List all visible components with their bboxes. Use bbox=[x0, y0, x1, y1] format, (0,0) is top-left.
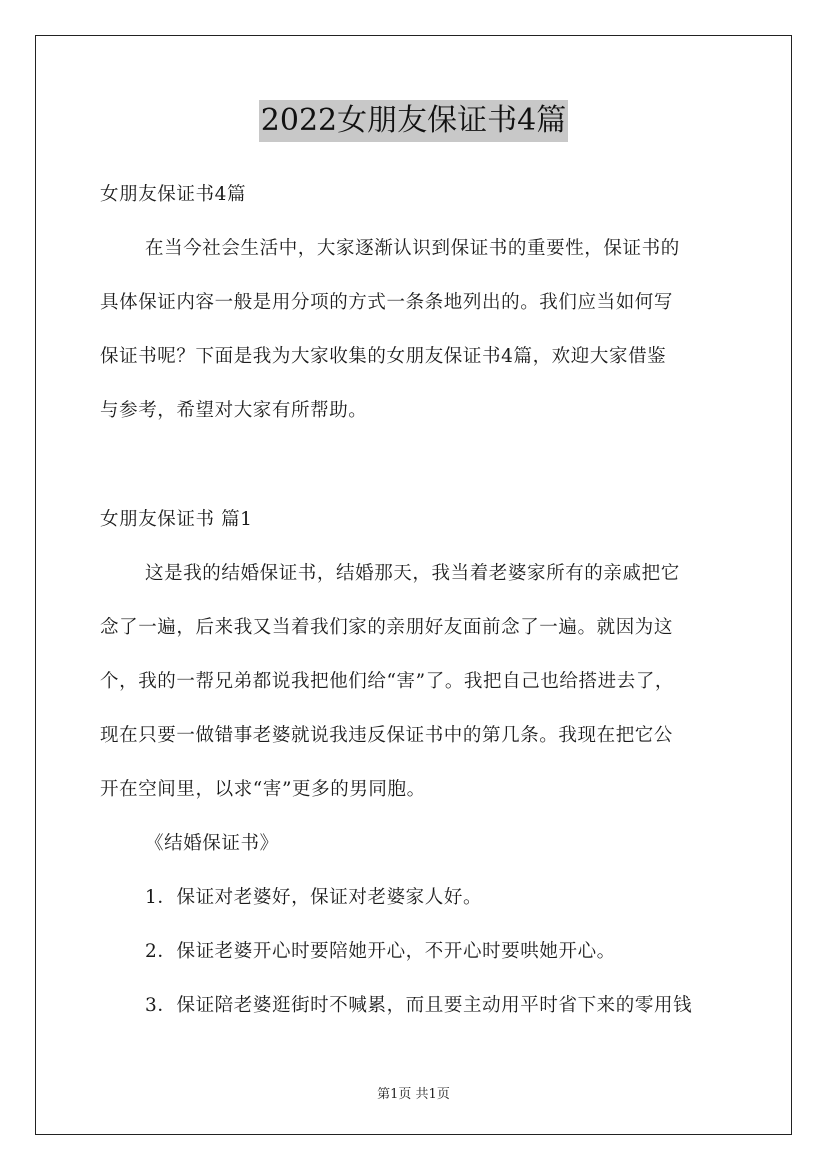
paragraph-line: 开在空间里，以求“害”更多的男同胞。 bbox=[100, 779, 426, 800]
paragraph-line: 念了一遍，后来我又当着我们家的亲朋好友面前念了一遍。就因为这 bbox=[100, 617, 674, 638]
document-title: 2022女朋友保证书4篇 bbox=[259, 100, 568, 142]
paragraph-line: 个，我的一帮兄弟都说我把他们给“害”了。我把自己也给搭进去了， bbox=[100, 671, 675, 692]
paragraph-line: 在当今社会生活中，大家逐渐认识到保证书的重要性，保证书的 bbox=[145, 238, 680, 259]
paragraph-line: 保证书呢？下面是我为大家收集的女朋友保证书4篇，欢迎大家借鉴 bbox=[100, 346, 667, 367]
sub-heading: 《结婚保证书》 bbox=[145, 833, 279, 854]
section-heading: 女朋友保证书 篇1 bbox=[100, 509, 253, 530]
paragraph-line: 与参考，希望对大家有所帮助。 bbox=[100, 400, 368, 421]
list-item: 3．保证陪老婆逛街时不喊累，而且要主动用平时省下来的零用钱 bbox=[145, 995, 693, 1016]
paragraph-line: 具体保证内容一般是用分项的方式一条条地列出的。我们应当如何写 bbox=[100, 292, 674, 313]
paragraph-line: 现在只要一做错事老婆就说我违反保证书中的第几条。我现在把它公 bbox=[100, 725, 674, 746]
title-container bbox=[0, 100, 827, 142]
paragraph-line: 这是我的结婚保证书，结婚那天，我当着老婆家所有的亲戚把它 bbox=[145, 563, 680, 584]
intro-heading: 女朋友保证书4篇 bbox=[100, 184, 247, 205]
list-item: 1．保证对老婆好，保证对老婆家人好。 bbox=[145, 887, 483, 908]
page-footer: 第1页 共1页 bbox=[377, 1087, 450, 1102]
list-item: 2．保证老婆开心时要陪她开心，不开心时要哄她开心。 bbox=[145, 941, 616, 962]
